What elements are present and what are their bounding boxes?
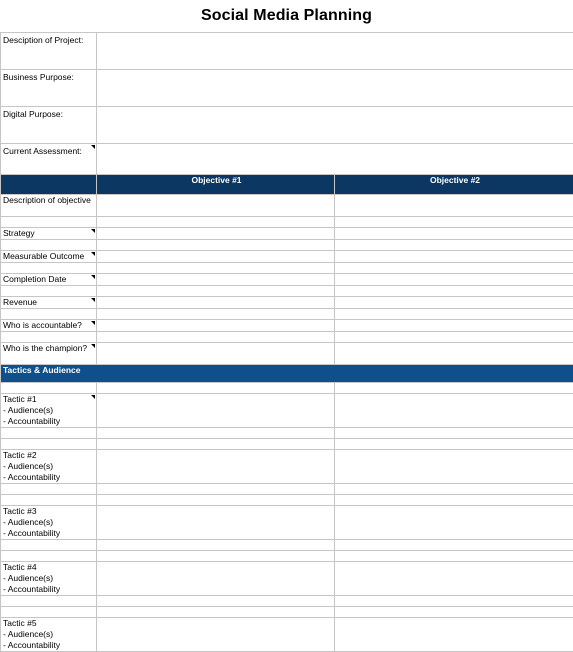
- spacer-row: [1, 495, 573, 506]
- tactic-accountability: - Accountability: [3, 416, 96, 427]
- tactic-label: [1, 562, 97, 596]
- tactic-objective-2-cell[interactable]: [335, 562, 573, 596]
- objective-2-cell[interactable]: [335, 228, 573, 240]
- page-title: Social Media Planning: [0, 0, 573, 32]
- project-label-business: Business Purpose:: [1, 70, 97, 107]
- tactic-audience: - Audience(s): [3, 461, 96, 472]
- objective-2-cell[interactable]: [335, 195, 573, 217]
- tactic-objective-1-cell[interactable]: [97, 394, 335, 428]
- tactic-objective-2-cell[interactable]: [335, 618, 573, 652]
- project-digital-cell[interactable]: [97, 107, 573, 144]
- tactic-label: [1, 618, 97, 652]
- spacer-row: [1, 428, 573, 439]
- objective-row: [1, 251, 573, 263]
- planning-sheet: [0, 32, 573, 652]
- tactic-accountability: - Accountability: [3, 472, 96, 483]
- objective-1-cell[interactable]: [97, 195, 335, 217]
- tactic-objective-1-cell[interactable]: [97, 450, 335, 484]
- objective-row: [1, 274, 573, 286]
- spacer-row: [1, 263, 573, 274]
- objective-2-cell[interactable]: [335, 297, 573, 309]
- spacer-row: [1, 309, 573, 320]
- objective-1-header: Objective #1: [97, 175, 335, 195]
- objective-row: [1, 297, 573, 309]
- objective-row: [1, 195, 573, 217]
- project-row: [1, 33, 573, 70]
- spacer-row: [1, 484, 573, 495]
- tactics-section-title: Tactics & Audience: [1, 365, 573, 383]
- tactic-name: Tactic #5: [3, 618, 96, 629]
- tactic-label: [1, 506, 97, 540]
- tactic-accountability: - Accountability: [3, 640, 96, 651]
- tactic-objective-1-cell[interactable]: [97, 562, 335, 596]
- objective-label-accountable: Who is accountable?: [1, 320, 97, 332]
- tactic-objective-2-cell[interactable]: [335, 394, 573, 428]
- tactic-objective-2-cell[interactable]: [335, 450, 573, 484]
- objective-1-cell[interactable]: [97, 297, 335, 309]
- project-business-cell[interactable]: [97, 70, 573, 107]
- tactics-section-header: [1, 365, 573, 383]
- tactic-name: Tactic #3: [3, 506, 96, 517]
- tactic-name: Tactic #4: [3, 562, 96, 573]
- objective-label-description: Description of objective: [1, 195, 97, 217]
- tactic-name: Tactic #2: [3, 450, 96, 461]
- project-label-description: Desciption of Project:: [1, 33, 97, 70]
- objective-1-cell[interactable]: [97, 228, 335, 240]
- tactic-objective-2-cell[interactable]: [335, 506, 573, 540]
- tactic-objective-1-cell[interactable]: [97, 506, 335, 540]
- project-description-cell[interactable]: [97, 33, 573, 70]
- tactic-audience: - Audience(s): [3, 573, 96, 584]
- objective-1-cell[interactable]: [97, 274, 335, 286]
- spacer-row: [1, 607, 573, 618]
- spacer-row: [1, 596, 573, 607]
- spacer-row: [1, 551, 573, 562]
- objective-label-champion: Who is the champion?: [1, 343, 97, 365]
- objective-row: [1, 320, 573, 332]
- tactic-objective-1-cell[interactable]: [97, 618, 335, 652]
- tactic-label: [1, 394, 97, 428]
- spacer-row: [1, 217, 573, 228]
- header-blank-cell: [1, 175, 97, 195]
- objective-row: [1, 343, 573, 365]
- tactic-row: [1, 394, 573, 428]
- objective-1-cell[interactable]: [97, 320, 335, 332]
- tactic-audience: - Audience(s): [3, 405, 96, 416]
- spacer-row: [1, 240, 573, 251]
- objective-1-cell[interactable]: [97, 251, 335, 263]
- spacer-row: [1, 286, 573, 297]
- project-row: [1, 144, 573, 175]
- objective-1-cell[interactable]: [97, 343, 335, 365]
- spacer-row: [1, 383, 573, 394]
- objective-2-header: Objective #2: [335, 175, 573, 195]
- objective-label-revenue: Revenue: [1, 297, 97, 309]
- objective-label-completion: Completion Date: [1, 274, 97, 286]
- tactic-row: [1, 506, 573, 540]
- tactic-audience: - Audience(s): [3, 629, 96, 640]
- tactic-row: [1, 562, 573, 596]
- tactic-name: Tactic #1: [3, 394, 96, 405]
- project-row: [1, 107, 573, 144]
- project-row: [1, 70, 573, 107]
- project-label-assessment: Current Assessment:: [1, 144, 97, 175]
- tactic-row: [1, 450, 573, 484]
- tactic-accountability: - Accountability: [3, 584, 96, 595]
- tactic-label: [1, 450, 97, 484]
- project-assessment-cell[interactable]: [97, 144, 573, 175]
- objective-2-cell[interactable]: [335, 343, 573, 365]
- tactic-audience: - Audience(s): [3, 517, 96, 528]
- spacer-row: [1, 332, 573, 343]
- project-label-digital: Digital Purpose:: [1, 107, 97, 144]
- spacer-row: [1, 540, 573, 551]
- tactic-row: [1, 618, 573, 652]
- objective-row: [1, 228, 573, 240]
- objective-label-strategy: Strategy: [1, 228, 97, 240]
- objectives-header: [1, 175, 573, 195]
- spacer-row: [1, 439, 573, 450]
- tactic-accountability: - Accountability: [3, 528, 96, 539]
- objective-label-outcome: Measurable Outcome: [1, 251, 97, 263]
- objective-2-cell[interactable]: [335, 251, 573, 263]
- tactics-body: [1, 383, 573, 652]
- objective-2-cell[interactable]: [335, 274, 573, 286]
- objective-2-cell[interactable]: [335, 320, 573, 332]
